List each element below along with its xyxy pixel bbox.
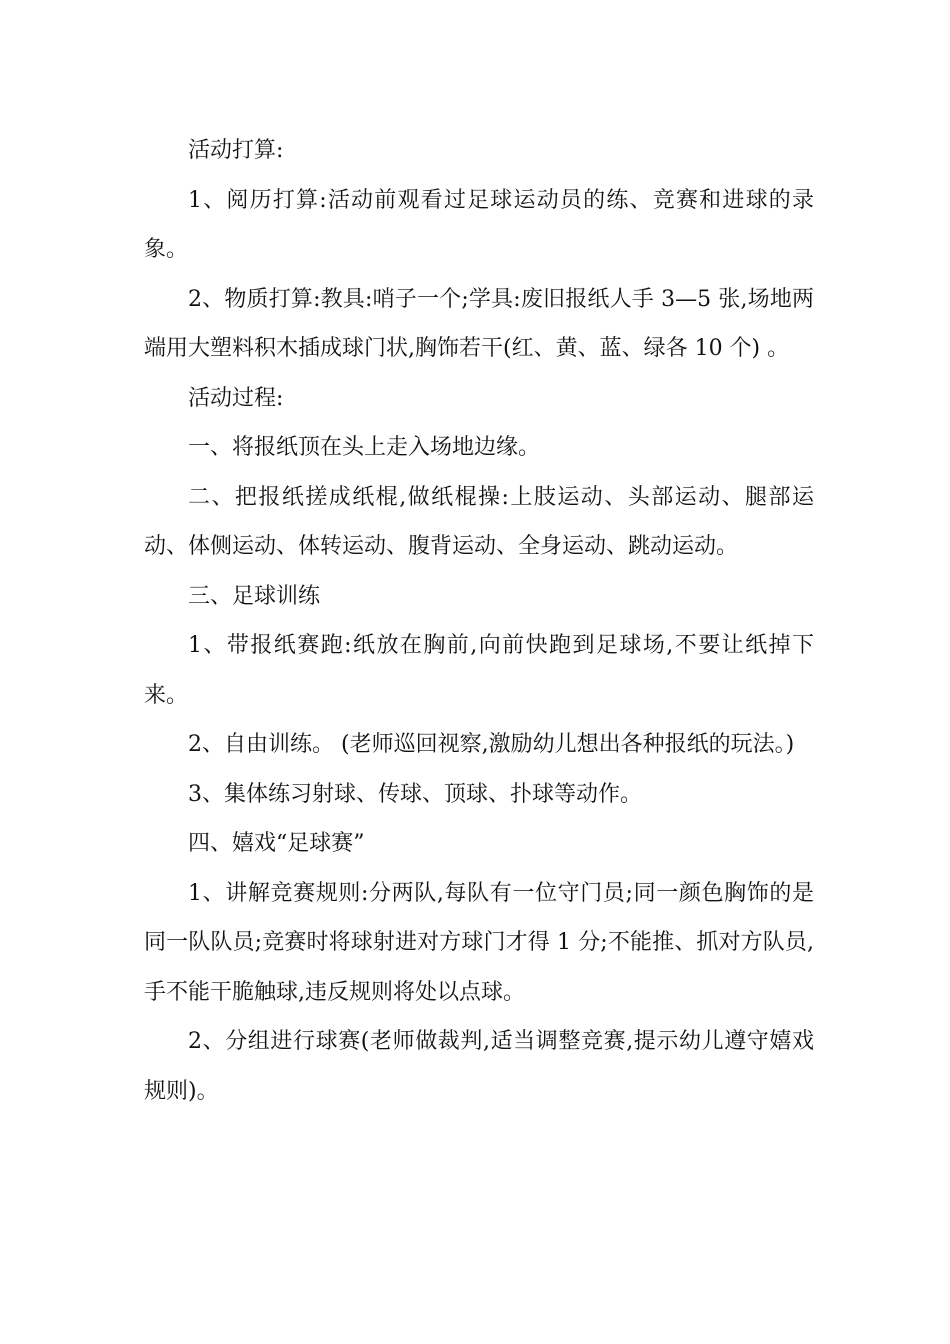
paragraph-training-two: 2、自由训练。 (老师巡回视察,激励幼儿想出各种报纸的玩法。) [188, 732, 795, 757]
paragraph-game-rules: 1、讲解竞赛规则:分两队,每队有一位守门员;同一颜色胸饰的是同一队队员;竞赛时将球射进对方球门才得 1 分;不能推、抓对方队员,手不能干脆触球,违反规则将处以点球。 [144, 880, 814, 1005]
paragraph-training-one: 1、带报纸赛跑:纸放在胸前,向前快跑到足球场,不要让纸掉下来。 [144, 633, 814, 708]
paragraph-material-preparation: 2、物质打算:教具:哨子一个;学具:废旧报纸人手 3—5 张,场地两端用大塑料积木插成球门状,胸饰若干(红、黄、蓝、绿各 10 个) 。 [144, 286, 814, 361]
paragraph-group-match: 2、分组进行球赛(老师做裁判,适当调整竞赛,提示幼儿遵守嬉戏规则)。 [144, 1029, 814, 1104]
paragraph-experience-preparation: 1、阅历打算:活动前观看过足球运动员的练、竞赛和进球的录象。 [144, 187, 814, 262]
document-body [144, 126, 814, 1116]
heading-football-training: 三、足球训练 [188, 583, 321, 609]
paragraph-step-one: 一、将报纸顶在头上走入场地边缘。 [188, 435, 541, 460]
paragraph-step-two: 二、把报纸搓成纸棍,做纸棍操:上肢运动、头部运动、腿部运动、体侧运动、体转运动、腹背运动、全身运动、跳动运动。 [144, 484, 814, 559]
heading-activity-preparation: 活动打算: [188, 138, 284, 163]
paragraph-training-three: 3、集体练习射球、传球、顶球、扑球等动作。 [188, 781, 642, 807]
heading-activity-process: 活动过程: [188, 385, 284, 411]
heading-football-game: 四、嬉戏“足球赛” [188, 831, 365, 856]
